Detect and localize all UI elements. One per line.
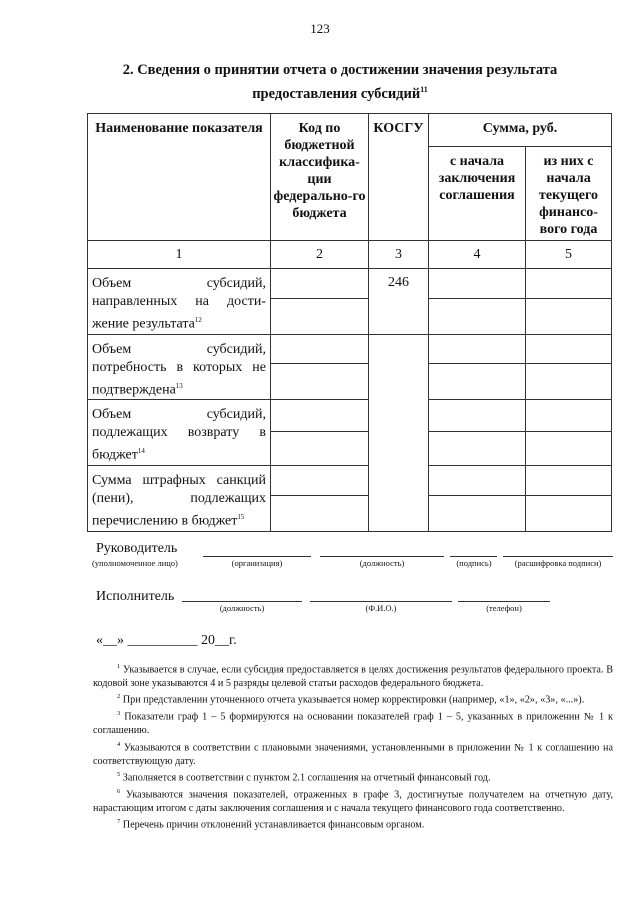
cell-sum-total[interactable]	[429, 269, 526, 299]
cell-sum-total[interactable]	[429, 334, 526, 364]
cell-sum-year[interactable]	[526, 334, 612, 364]
row-label-unconfirmed: Объем субсидий, потребность в которых не подтверждена$^{13}$	[88, 334, 271, 400]
caption-exec-position: (должность)	[219, 603, 265, 613]
section-title	[60, 61, 620, 104]
footnote-1: $^1$ Указывается в случае, если субсидия предоставляется в целях достижения результатов федерального проекта. В кодовой зоне указываются 4 и 5 разряды целевой статьи расходов федерального бюджета.	[93, 663, 614, 689]
exec-phone-line[interactable]	[458, 601, 550, 602]
cell-code[interactable]	[271, 431, 369, 465]
footnotes	[93, 660, 613, 832]
cell-kosgu: 246	[369, 269, 429, 335]
caption-org: (организация)	[231, 558, 283, 568]
position-line[interactable]	[320, 556, 444, 557]
cell-sum-year[interactable]	[526, 465, 612, 495]
caption-decoding: (расшифровка подписи)	[514, 558, 602, 568]
cell-code[interactable]	[271, 334, 369, 364]
title-line-2: предоставления субсидий$^{11}$	[252, 85, 428, 102]
cell-code[interactable]	[271, 269, 369, 299]
exec-position-line[interactable]	[182, 601, 302, 602]
row-label-refund: Объем субсидий, подлежащих возврату в бюджет$^{14}$	[88, 400, 271, 466]
header-kosgu: КОСГУ	[369, 114, 429, 241]
cell-sum-year[interactable]	[526, 299, 612, 334]
row-label-directed: Объем субсидий, направленных на дости-жение результата$^{12}$	[88, 269, 271, 335]
cell-sum-year[interactable]	[526, 364, 612, 400]
col-number-2: 2	[271, 241, 369, 269]
exec-name-line[interactable]	[310, 601, 452, 602]
cell-sum-year[interactable]	[526, 269, 612, 299]
cell-sum-total[interactable]	[429, 495, 526, 531]
col-number-5: 5	[526, 241, 612, 269]
report-table	[87, 113, 612, 532]
footnote-6: $^6$ Указываются значения показателей, отраженных в графе 3, достигнутые получателем на отчетную дату, нарастающим итогом с даты заключения соглашения и с начала текущего финансового года соответственно.	[93, 787, 613, 814]
head-sub-caption: (уполномоченное лицо)	[92, 558, 178, 568]
cell-kosgu-merged	[369, 334, 429, 531]
footnote-4: $^4$ Указываются в соответствии с плановыми значениями, установленными в приложении № 1 к соглашению на соответствующую дату.	[93, 740, 614, 767]
header-since-agreement: с начала заключения соглашения	[429, 147, 526, 241]
footnote-2: $^2$ При представлении уточненного отчета указывается номер корректировки (например, «1», «2», «3», «...»).	[117, 693, 585, 706]
cell-code[interactable]	[271, 299, 369, 334]
caption-position: (должность)	[359, 558, 405, 568]
caption-signature: (подпись)	[456, 558, 492, 568]
cell-code[interactable]	[271, 364, 369, 400]
header-indicator-name: Наименование показателя	[88, 114, 271, 241]
header-current-year: из них с начала текущего финансо-вого года	[526, 147, 612, 241]
footnote-3: $^3$ Показатели граф 1 – 5 формируются на основании показателей граф 1 – 5, указанных в приложении № 1 к соглашению.	[93, 710, 614, 737]
cell-sum-total[interactable]	[429, 364, 526, 400]
footnote-7: $^7$ Перечень причин отклонений устанавливается финансовым органом.	[117, 818, 425, 831]
cell-sum-year[interactable]	[526, 431, 612, 465]
cell-code[interactable]	[271, 465, 369, 495]
executor-label: Исполнитель	[96, 589, 175, 604]
col-number-1: 1	[88, 241, 271, 269]
date-line[interactable]: «__» __________ 20__г.	[96, 633, 237, 648]
caption-exec-name: (Ф.И.О.)	[365, 603, 397, 613]
cell-sum-total[interactable]	[429, 299, 526, 334]
page-number: 123	[310, 21, 330, 36]
title-line-1: 2. Сведения о принятии отчета о достижении значения результата	[122, 62, 558, 78]
cell-sum-year[interactable]	[526, 495, 612, 531]
cell-sum-total[interactable]	[429, 431, 526, 465]
footnote-5: $^5$ Заполняется в соответствии с пунктом 2.1 соглашения на отчетный финансовый год.	[117, 771, 491, 784]
head-label: Руководитель	[96, 541, 178, 556]
signature-line[interactable]	[450, 556, 497, 557]
caption-exec-phone: (телефон)	[486, 603, 522, 613]
cell-code[interactable]	[271, 495, 369, 531]
row-label-penalties: Сумма штрафных санкций (пени), подлежащих перечислению в бюджет$^{15}$	[88, 465, 271, 531]
cell-code[interactable]	[271, 400, 369, 431]
decoding-line[interactable]	[503, 556, 613, 557]
col-number-3: 3	[369, 241, 429, 269]
cell-sum-year[interactable]	[526, 400, 612, 431]
org-line[interactable]	[203, 556, 311, 557]
col-number-4: 4	[429, 241, 526, 269]
cell-sum-total[interactable]	[429, 465, 526, 495]
header-budget-code: Код по бюджетной классифика-ции федерально-го бюджета	[271, 114, 369, 241]
title-footnote-ref: 11	[420, 85, 428, 94]
header-sum: Сумма, руб.	[429, 114, 612, 147]
cell-sum-total[interactable]	[429, 400, 526, 431]
